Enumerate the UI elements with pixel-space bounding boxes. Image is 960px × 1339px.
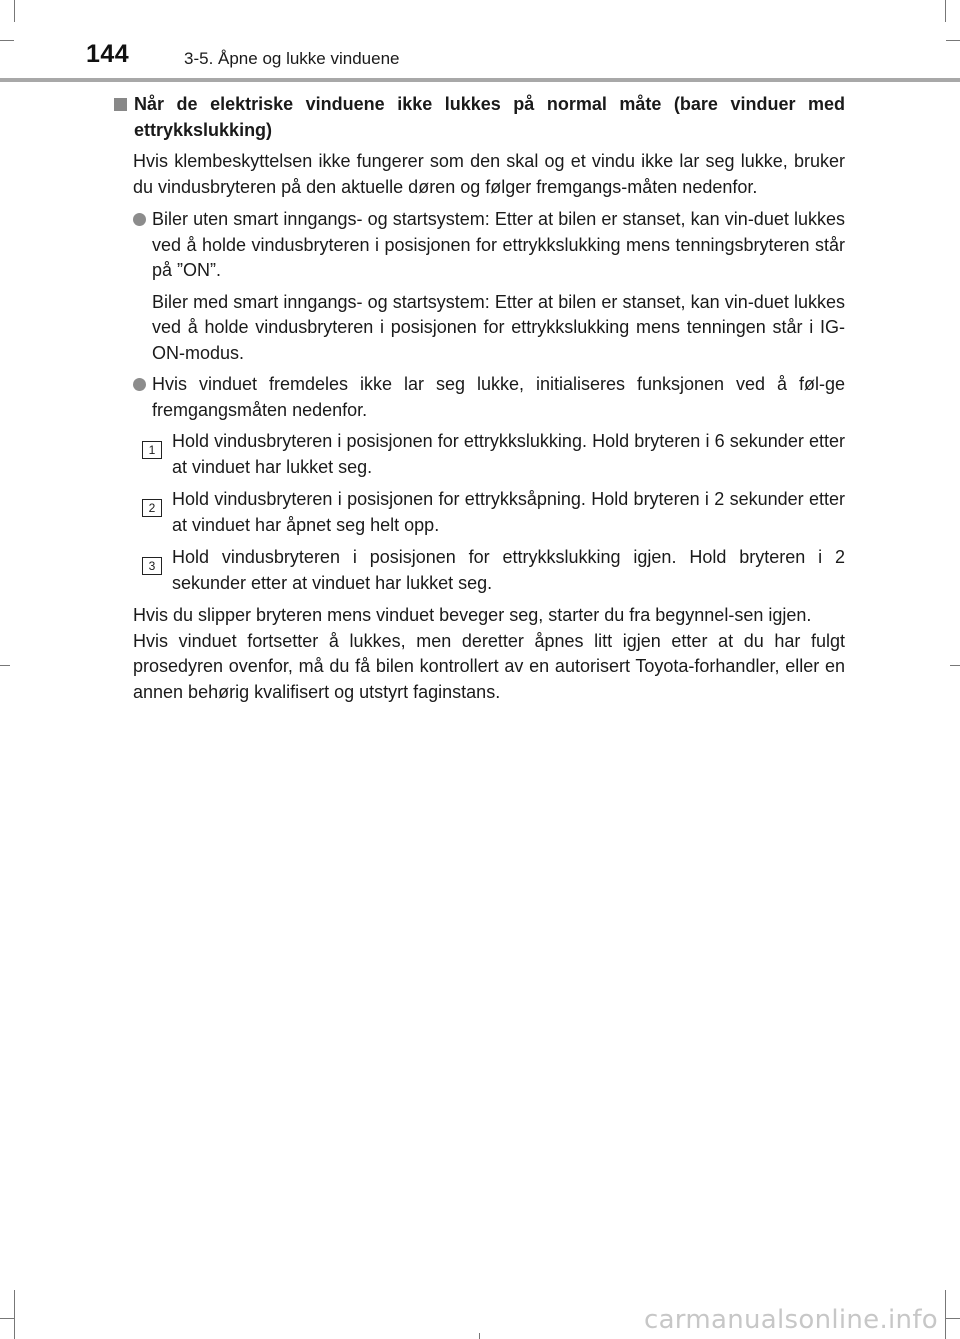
closing-paragraph: Hvis du slipper bryteren mens vinduet beveger seg, starter du fra begynnel-sen igjen. — [133, 605, 812, 625]
bullet-item — [133, 207, 845, 284]
crop-mark — [14, 1290, 15, 1339]
step-item — [142, 487, 845, 538]
page-number: 144 — [86, 40, 130, 68]
header-divider — [0, 78, 960, 82]
heading-text: Når de elektriske vinduene ikke lukkes på normal måte (bare vinduer med ettrykkslukking) — [134, 94, 845, 140]
crop-mark — [945, 1290, 946, 1339]
closing-paragraph: Hvis vinduet fortsetter å lukkes, men deretter åpnes litt igjen etter at du har fulgt prosedyren ovenfor, må du få bilen kontrollert av en autorisert Toyota-forhandler, eller en annen behørig kvalifisert og utstyrt faginstans. — [133, 630, 845, 702]
crop-mark — [0, 665, 10, 666]
step-number-box: 1 — [142, 441, 162, 459]
step-item — [142, 545, 845, 596]
section-heading — [114, 92, 845, 143]
circle-bullet-icon — [133, 213, 146, 226]
page-content — [114, 92, 845, 705]
watermark-text: carmanualsonline.info — [643, 1305, 938, 1335]
step-item — [142, 429, 845, 480]
step-text: Hold vindusbryteren i posisjonen for ettrykkslukking igjen. Hold bryteren i 2 sekunder etter at vinduet har lukket seg. — [172, 547, 845, 593]
step-number-box: 2 — [142, 499, 162, 517]
bullet-subparagraph: Biler med smart inngangs- og startsystem: Etter at bilen er stanset, kan vin-duet lukkes ved å holde vindusbryteren i posisjonen for ettrykkslukking mens tenningen står i IG-ON-modus. — [152, 291, 845, 363]
crop-mark — [0, 1318, 14, 1319]
step-number-box: 3 — [142, 557, 162, 575]
crop-mark — [946, 1318, 960, 1319]
bullet-text: Hvis vinduet fremdeles ikke lar seg lukke, initialiseres funksjonen ved å føl-ge fremgangsmåten nedenfor. — [152, 374, 845, 420]
circle-bullet-icon — [133, 378, 146, 391]
step-text: Hold vindusbryteren i posisjonen for ettrykksåpning. Hold bryteren i 2 sekunder etter at vinduet har åpnet seg helt opp. — [172, 489, 845, 535]
step-text: Hold vindusbryteren i posisjonen for ettrykkslukking. Hold bryteren i 6 sekunder etter at vinduet har lukket seg. — [172, 431, 845, 477]
page-header — [0, 0, 960, 82]
square-bullet-icon — [114, 98, 127, 111]
bullet-text: Biler uten smart inngangs- og startsystem: Etter at bilen er stanset, kan vin-duet lukkes ved å holde vindusbryteren i posisjonen for ettrykkslukking mens tenningsbryteren står på ”ON”. — [152, 209, 845, 280]
crop-mark — [950, 665, 960, 666]
intro-paragraph: Hvis klembeskyttelsen ikke fungerer som den skal og et vindu ikke lar seg lukke, bruker du vindusbryteren på den aktuelle døren og følger fremgangs-måten nedenfor. — [133, 151, 845, 197]
section-title: 3-5. Åpne og lukke vinduene — [184, 49, 400, 68]
crop-mark — [479, 1333, 480, 1339]
bullet-item — [133, 372, 845, 423]
